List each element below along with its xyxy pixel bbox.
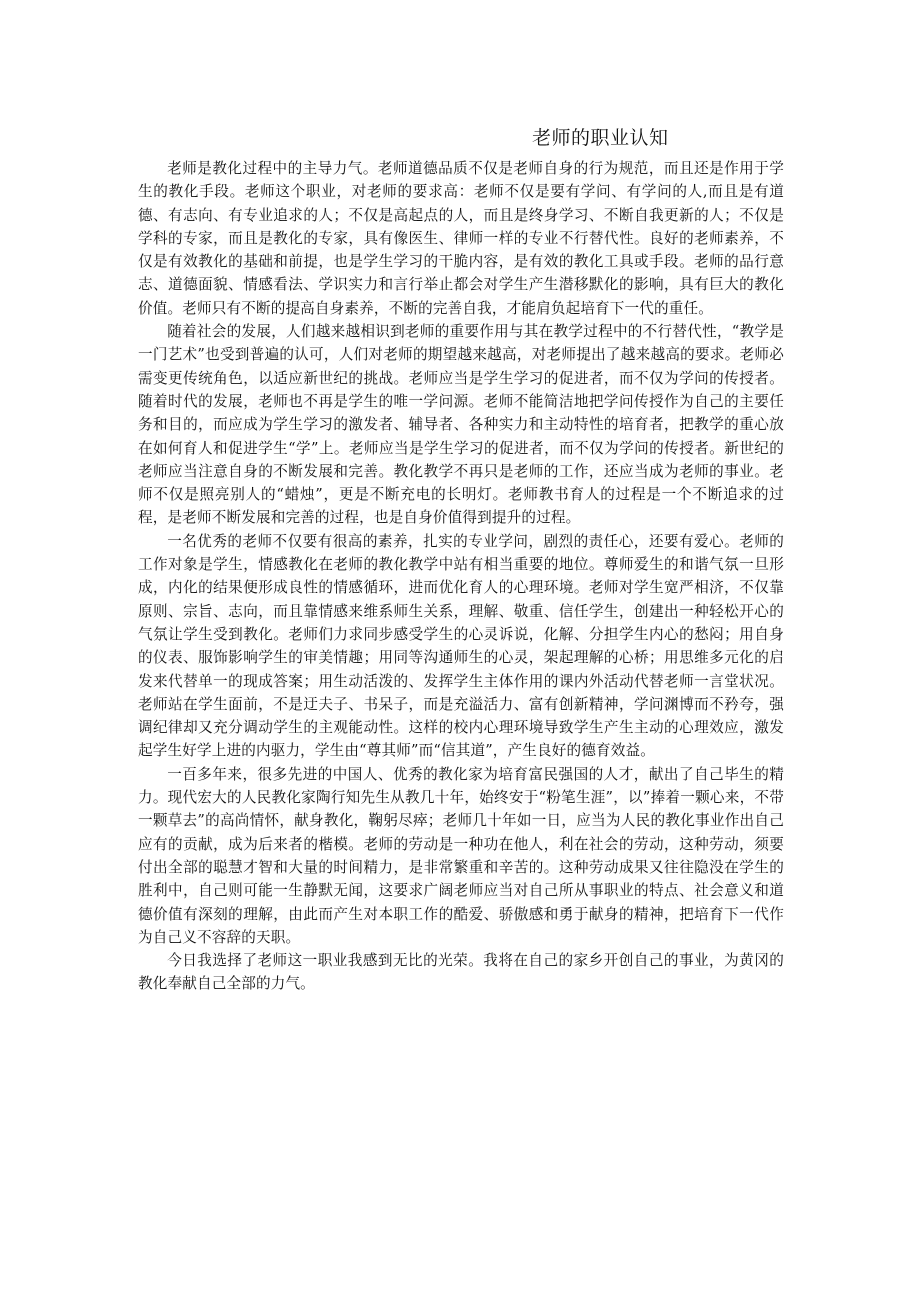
paragraph-4: 一百多年来，很多先进的中国人、优秀的教化家为培育富民强国的人才，献出了自己毕生的精力。现代宏大的人民教化家陶行知先生从教几十年，始终安于“粉笔生涯”，以”捧着一颗心来，不带一颗草去”的高尚情怀，献身教化，鞠躬尽瘁；老师几十年如一日，应当为人民的教化事业作出自己应有的贡献，成为后来者的楷模。老师的劳动是一种功在他人，利在社会的劳动，这种劳动，须要付出全部的聪慧才智和大量的时间精力，是非常繁重和辛苦的。这种劳动成果又往往隐没在学生的胜利中，自己则可能一生静默无闻，这要求广阔老师应当对自己所从事职业的特点、社会意义和道德价值有深刻的理解，由此而产生对本职工作的酷爱、骄傲感和勇于献身的精神，把培育下一代作为自己义不容辞的天职。 — [138, 765, 784, 946]
paragraph-5: 今日我选择了老师这一职业我感到无比的光荣。我将在自己的家乡开创自己的事业，为黄冈的教化奉献自己全部的力气。 — [138, 952, 784, 993]
paragraph-3: 一名优秀的老师不仅要有很高的素养，扎实的专业学问，剧烈的责任心，还要有爱心。老师的工作对象是学生，情感教化在老师的教化教学中站有相当重要的地位。尊师爱生的和谐气氛一旦形成，内化的结果便形成良性的情感循环，进而优化育人的心理环境。老师对学生宽严相济，不仅靠原则、宗旨、志向，而且靠情感来维系师生关系，理解、敬重、信任学生，创建出一种轻松开心的气氛让学生受到教化。老师们力求同步感受学生的心灵诉说，化解、分担学生内心的愁闷；用自身的仪表、服饰影响学生的审美情趣；用同等沟通师生的心灵，架起理解的心桥；用思维多元化的启发来代替单一的现成答案；用生动活泼的、发挥学生主体作用的课内外活动代替老师一言堂状况。老师站在学生面前，不是迂夫子、书呆子，而是充溢活力、富有创新精神，学问渊博而不矜夸，强调纪律却又充分调动学生的主观能动性。这样的校内心理环境导致学生产生主动的心理效应，激发起学生好学上进的内驱力，学生由“尊其师”而“信其道”，产生良好的德育效益。 — [138, 532, 784, 760]
page-title: 老师的职业认知 — [532, 127, 669, 149]
paragraph-1: 老师是教化过程中的主导力气。老师道德品质不仅是老师自身的行为规范，而且还是作用于学生的教化手段。老师这个职业，对老师的要求高：老师不仅是要有学问、有学问的人,而且是有道德、有志向、有专业追求的人；不仅是高起点的人，而且是终身学习、不断自我更新的人；不仅是学科的专家，而且是教化的专家，具有像医生、律师一样的专业不行替代性。良好的老师素养，不仅是有效教化的基础和前提，也是学生学习的干脆内容，是有效的教化工具或手段。老师的品行意志、道德面貌、情感看法、学识实力和言行举止都会对学生产生潜移默化的影响，具有巨大的教化价值。老师只有不断的提高自身素养，不断的完善自我，才能肩负起培育下一代的重任。 — [138, 160, 784, 317]
paragraph-2: 随着社会的发展，人们越来越相识到老师的重要作用与其在教学过程中的不行替代性，“教学是一门艺术”也受到普遍的认可，人们对老师的期望越来越高，对老师提出了越来越高的要求。老师必需变更传统角色，以适应新世纪的挑战。老师应当是学生学习的促进者，而不仅为学问的传授者。随着时代的发展，老师也不再是学生的唯一学问源。老师不能简洁地把学问传授作为自己的主要任务和目的，而应成为学生学习的激发者、辅导者、各种实力和主动特性的培育者，把教学的重心放在如何育人和促进学生“学”上。老师应当是学生学习的促进者，而不仅为学问的传授者。新世纪的老师应当注意自身的不断发展和完善。教化教学不再只是老师的工作，还应当成为老师的事业。老师不仅是照亮别人的“蜡烛”，更是不断充电的长明灯。老师教书育人的过程是一个不断追求的过程，是老师不断发展和完善的过程，也是自身价值得到提升的过程。 — [138, 323, 784, 527]
document-body — [138, 157, 784, 996]
